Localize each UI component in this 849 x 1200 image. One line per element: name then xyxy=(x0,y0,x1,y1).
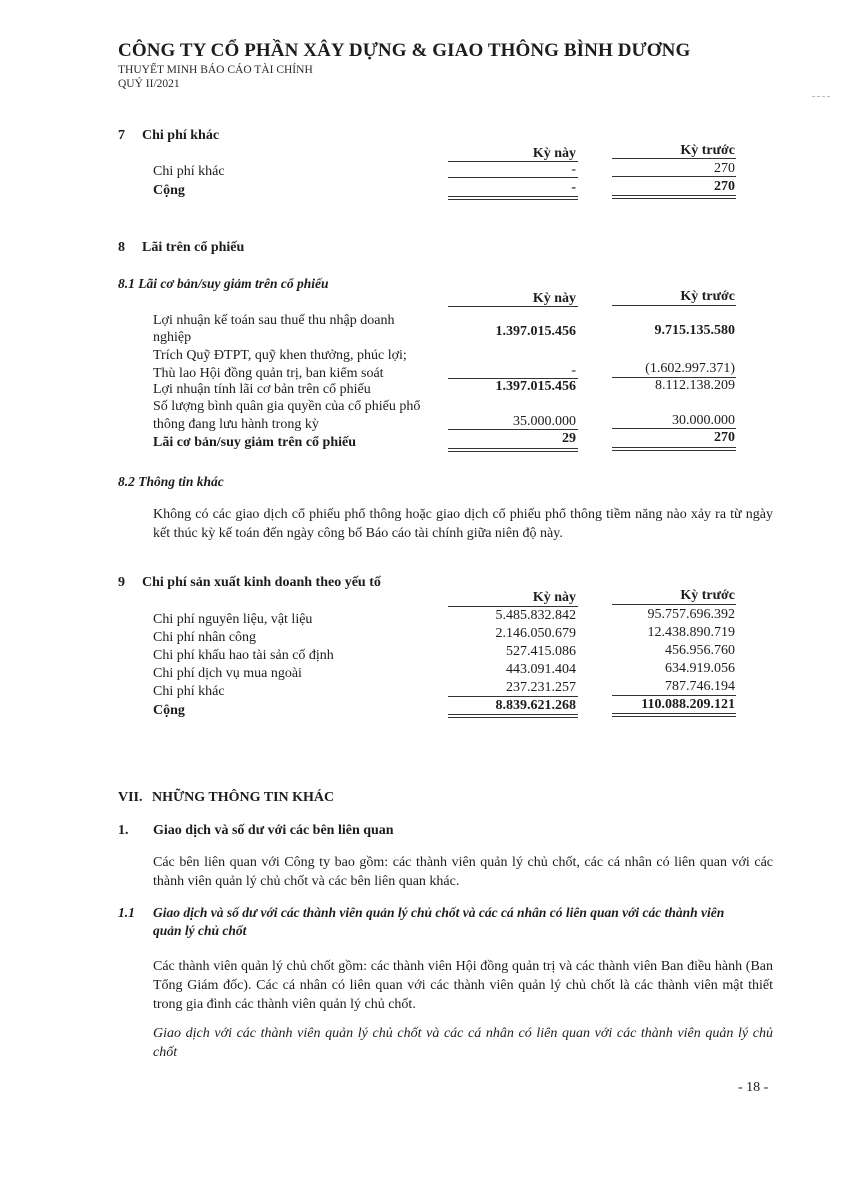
value-previous: 9.715.135.580 xyxy=(654,323,735,338)
value-current: 29 xyxy=(562,431,576,446)
section-vii-heading xyxy=(118,790,334,806)
rule xyxy=(612,158,736,159)
rule xyxy=(612,695,736,696)
paragraph-italic: Giao dịch với các thành viên quản lý chủ chốt và các cá nhân có liên quan với các thành viên quản lý chủ chốt xyxy=(153,1026,773,1060)
report-title: THUYẾT MINH BÁO CÁO TÀI CHÍNH xyxy=(118,64,313,76)
value-previous: 270 xyxy=(714,430,735,445)
rule xyxy=(448,696,578,697)
row-label: Chi phí dịch vụ mua ngoài xyxy=(153,666,302,681)
value-current: 527.415.086 xyxy=(506,644,576,659)
item-1-1-title-cont: quản lý chủ chốt xyxy=(153,923,247,938)
rule xyxy=(612,176,736,177)
value-previous: 270 xyxy=(714,161,735,176)
row-label-total: Lãi cơ bản/suy giảm trên cổ phiếu xyxy=(153,435,356,450)
report-period: QUÝ II/2021 xyxy=(118,78,180,90)
row-label: Chi phí nhân công xyxy=(153,630,257,645)
value-previous: 110.088.209.121 xyxy=(641,697,735,712)
value-previous: 787.746.194 xyxy=(665,679,735,694)
row-label: Chi phí khấu hao tài sản cố định xyxy=(153,648,334,663)
row-label: Số lượng bình quân gia quyền của cổ phiếu phổ xyxy=(153,399,421,414)
section-title: Chi phí khác xyxy=(142,128,220,143)
rule xyxy=(448,429,578,430)
value-previous: 634.919.056 xyxy=(665,661,735,676)
row-label: Chi phí khác xyxy=(153,684,225,699)
row-label-total: Cộng xyxy=(153,703,185,718)
company-name: CÔNG TY CỔ PHẦN XÂY DỰNG & GIAO THÔNG BÌNH DƯƠNG xyxy=(118,40,691,61)
rule xyxy=(612,604,736,605)
row-label: Lợi nhuận kế toán sau thuế thu nhập doanh xyxy=(153,313,395,328)
row-label: Trích Quỹ ĐTPT, quỹ khen thưởng, phúc lợi; xyxy=(153,348,407,363)
value-previous: 8.112.138.209 xyxy=(655,378,735,393)
paragraph: Các bên liên quan với Công ty bao gồm: các thành viên quản lý chủ chốt, các cá nhân có liên quan với các thành viên quản lý chủ chốt và các bên liên quan khác. xyxy=(153,855,773,889)
section-title: NHỮNG THÔNG TIN KHÁC xyxy=(152,790,335,805)
section-8-heading xyxy=(118,240,244,256)
value-previous: 30.000.000 xyxy=(672,413,735,428)
value-current: 1.397.015.456 xyxy=(495,324,576,339)
value-current: 443.091.404 xyxy=(506,662,576,677)
value-previous: (1.602.997.371) xyxy=(645,361,735,376)
section-number: 8 xyxy=(118,240,125,255)
value-previous: 456.956.760 xyxy=(665,643,735,658)
col-header-previous: Kỳ trước xyxy=(680,143,735,158)
row-label-cont: thông đang lưu hành trong kỳ xyxy=(153,417,319,432)
section-title: Chi phí sản xuất kinh doanh theo yếu tố xyxy=(142,575,381,590)
value-previous: 270 xyxy=(714,179,735,194)
double-rule xyxy=(612,447,736,451)
value-current: 5.485.832.842 xyxy=(495,608,576,623)
scan-mark xyxy=(812,96,830,97)
double-rule xyxy=(448,714,578,718)
subsection-8-1-title: 8.1 Lãi cơ bản/suy giảm trên cổ phiếu xyxy=(118,276,329,291)
value-current: - xyxy=(571,363,576,378)
col-header-previous: Kỳ trước xyxy=(680,289,735,304)
value-current: - xyxy=(571,162,576,177)
col-header-current: Kỳ này xyxy=(532,590,576,605)
item-1-heading xyxy=(118,823,394,839)
item-1-1-number: 1.1 xyxy=(118,905,135,920)
row-label-cont: nghiệp xyxy=(153,330,192,345)
paragraph: Không có các giao dịch cổ phiếu phổ thông hoặc giao dịch cổ phiếu phổ thông tiềm năng nào xảy ra từ ngày kết thúc kỳ kế toán đến ngày công bố Báo cáo tài chính giữa niên độ này. xyxy=(153,507,773,541)
item-number: 1. xyxy=(118,823,129,838)
section-number: VII. xyxy=(118,790,143,805)
col-header-previous: Kỳ trước xyxy=(680,588,735,603)
rule xyxy=(612,305,736,306)
section-number: 7 xyxy=(118,128,125,143)
item-1-1-title: Giao dịch và số dư với các thành viên quản lý chủ chốt và các cá nhân có liên quan với các thành viên xyxy=(153,905,725,920)
double-rule xyxy=(448,196,578,200)
value-current: 35.000.000 xyxy=(513,414,576,429)
double-rule xyxy=(448,448,578,452)
rule xyxy=(612,428,736,429)
value-current: 8.839.621.268 xyxy=(495,698,576,713)
row-label-total: Cộng xyxy=(153,183,185,198)
value-current: 237.231.257 xyxy=(506,680,576,695)
value-current: 2.146.050.679 xyxy=(495,626,576,641)
value-previous: 12.438.890.719 xyxy=(647,625,735,640)
double-rule xyxy=(612,195,736,199)
row-label: Lợi nhuận tính lãi cơ bản trên cổ phiếu xyxy=(153,382,371,397)
row-label: Chi phí khác xyxy=(153,164,225,179)
row-label-cont: Thù lao Hội đồng quản trị, ban kiểm soát xyxy=(153,366,384,381)
item-title: Giao dịch và số dư với các bên liên quan xyxy=(153,823,394,838)
col-header-current: Kỳ này xyxy=(532,146,576,161)
double-rule xyxy=(612,713,736,717)
rule xyxy=(448,177,578,178)
row-label: Chi phí nguyên liệu, vật liệu xyxy=(153,612,313,627)
rule xyxy=(448,606,578,607)
section-7-heading xyxy=(118,128,219,144)
value-current: - xyxy=(571,180,576,195)
value-previous: 95.757.696.392 xyxy=(647,607,735,622)
section-number: 9 xyxy=(118,575,125,590)
paragraph: Các thành viên quản lý chủ chốt gồm: các thành viên Hội đồng quản trị và các thành viên Ban điều hành (Ban Tổng Giám đốc). Các cá nhân có liên quan với các thành viên quản lý chủ chốt là các thành viên mật thiết trong gia đình các thành viên quản lý chủ chốt. xyxy=(153,959,773,1012)
section-9-heading xyxy=(118,575,381,591)
value-current: 1.397.015.456 xyxy=(495,379,576,394)
page-number: - 18 - xyxy=(738,1080,769,1095)
col-header-current: Kỳ này xyxy=(532,291,576,306)
rule xyxy=(448,306,578,307)
section-title: Lãi trên cổ phiếu xyxy=(142,240,245,255)
subsection-8-2-title: 8.2 Thông tin khác xyxy=(118,474,224,489)
